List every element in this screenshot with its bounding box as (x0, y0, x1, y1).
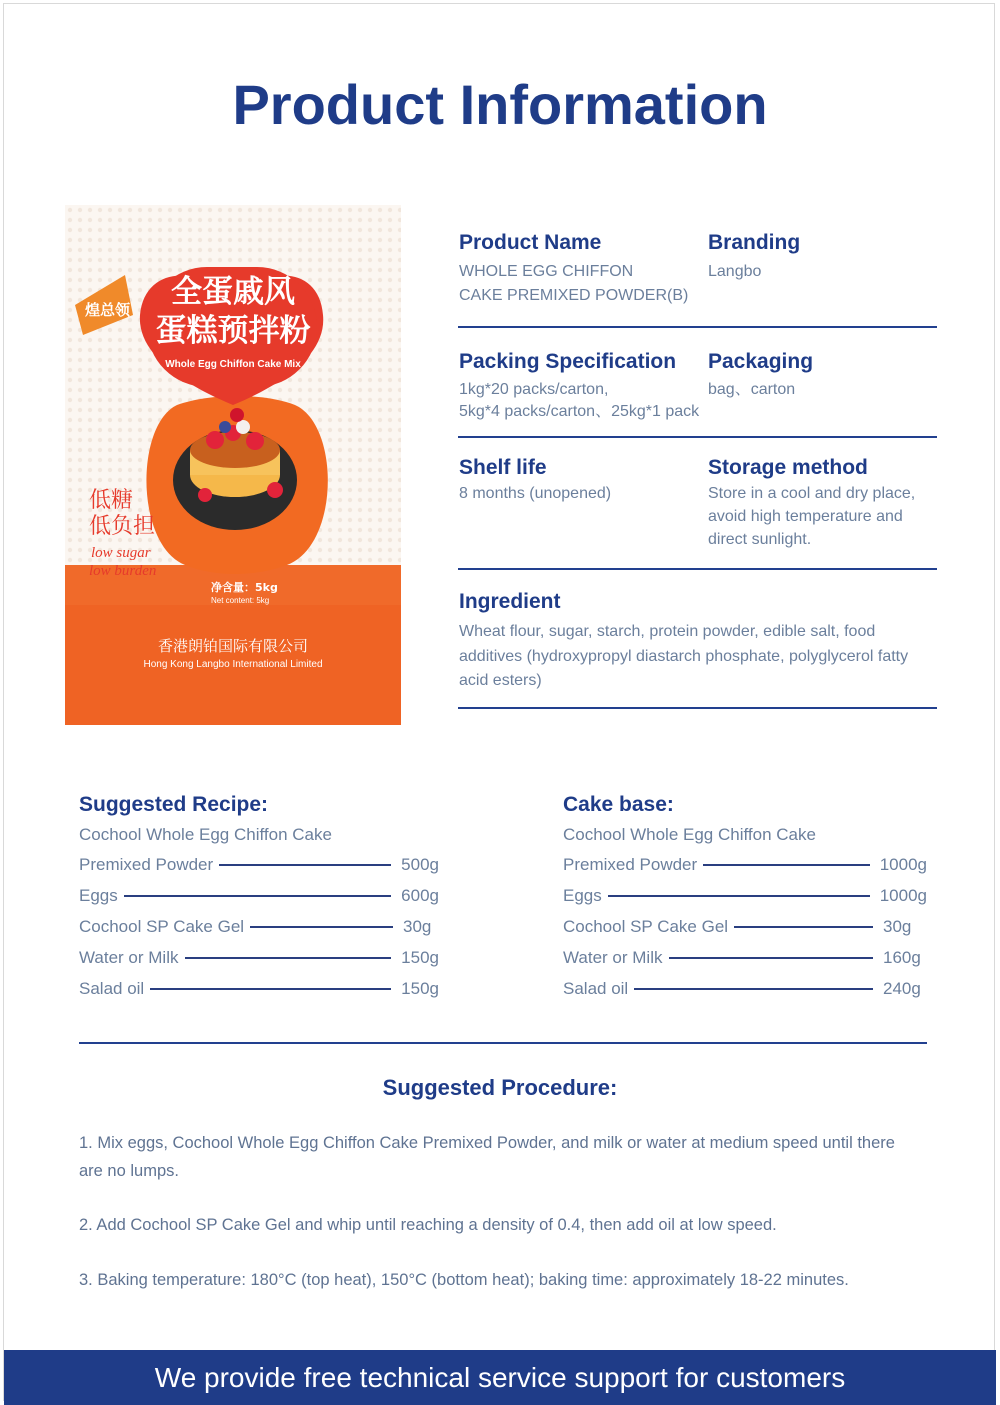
recipe-row (79, 946, 439, 970)
storage-line2: avoid high temperature and (708, 508, 903, 525)
bag-net-cn: 净含量：5kg (211, 581, 278, 594)
product-bag-graphic (65, 205, 401, 725)
recipe-amount: 500g (401, 855, 439, 874)
cake-base-amount: 160g (883, 948, 921, 967)
branding-label: Branding (708, 231, 801, 254)
cake-base-ingredient: Cochool SP Cake Gel (563, 917, 729, 936)
storage-line1: Store in a cool and dry place, (708, 485, 916, 502)
bag-claim-en-2: low burden (89, 563, 157, 579)
cake-base-row (563, 915, 927, 939)
bag-title-2: 蛋糕预拌粉 (155, 313, 311, 349)
leader-line (703, 864, 870, 866)
recipe-ingredient: Water or Milk (79, 948, 179, 967)
leader-line (124, 895, 391, 897)
leader-line (634, 988, 873, 990)
bag-company-en: Hong Kong Langbo International Limited (143, 659, 323, 670)
bag-company-cn: 香港朗铂国际有限公司 (157, 637, 309, 655)
product-name-line2: CAKE PREMIXED POWDER(B) (459, 287, 689, 304)
procedure-step-3: 3. Baking temperature: 180°C (top heat), 150°C (bottom heat); baking time: approximately 18-22 minutes. (79, 1271, 849, 1289)
recipe-subtitle: Cochool Whole Egg Chiffon Cake (79, 825, 332, 844)
cake-base-ingredient: Premixed Powder (563, 855, 698, 874)
cake-base-amount: 1000g (879, 886, 927, 905)
cake-base-amount: 240g (883, 979, 921, 998)
footer-text: We provide free technical service support for customers (154, 1362, 846, 1393)
bag-claim-en-1: low sugar (91, 545, 151, 561)
cake-base-row (563, 977, 927, 1001)
divider (458, 436, 937, 438)
cake-base-amount: 1000g (879, 855, 927, 874)
packing-line1: 1kg*20 packs/carton, (459, 381, 609, 398)
product-name-label: Product Name (459, 231, 602, 254)
packing-line2: 5kg*4 packs/carton、25kg*1 pack (459, 403, 700, 420)
recipe-ingredient: Premixed Powder (79, 855, 214, 874)
storage-line3: direct sunlight. (708, 531, 812, 548)
leader-line (250, 926, 393, 928)
bag-net-en: Net content: 5kg (211, 596, 270, 605)
footer-banner (4, 1350, 996, 1405)
shelf-life-value: 8 months (unopened) (459, 485, 612, 502)
packaging-value: bag、carton (708, 381, 796, 398)
recipe-amount: 30g (403, 917, 432, 936)
bag-claim-cn-2: 低负担 (89, 514, 156, 539)
recipe-amount: 150g (401, 948, 439, 967)
bag-brand: 煌总领 (85, 301, 131, 319)
bag-title-1: 全蛋戚风 (171, 274, 295, 310)
cake-base-title: Cake base: (563, 793, 674, 816)
procedure-step-2: 2. Add Cochool SP Cake Gel and whip until reaching a density of 0.4, then add oil at low speed. (79, 1216, 777, 1234)
leader-line (185, 957, 392, 959)
cake-base-ingredient: Salad oil (563, 979, 629, 998)
procedure-title: Suggested Procedure: (382, 1075, 618, 1100)
recipe-ingredient: Salad oil (79, 979, 145, 998)
cake-base-subtitle: Cochool Whole Egg Chiffon Cake (563, 825, 816, 844)
divider (458, 326, 937, 328)
product-name-line1: WHOLE EGG CHIFFON (459, 263, 634, 280)
procedure-step-1-line1: 1. Mix eggs, Cochool Whole Egg Chiffon Cake Premixed Powder, and milk or water at medium speed until there (79, 1134, 895, 1152)
ingredient-label: Ingredient (459, 590, 561, 613)
cake-base-row (563, 946, 927, 970)
bag-claim-cn-1: 低糖 (89, 488, 134, 513)
recipe-title: Suggested Recipe: (79, 793, 269, 816)
cake-base-amount: 30g (883, 917, 912, 936)
recipe-row (79, 884, 439, 908)
leader-line (608, 895, 870, 897)
divider (458, 707, 937, 709)
branding-value: Langbo (708, 263, 762, 280)
product-bag-image (65, 205, 401, 725)
cake-base-row (563, 884, 927, 908)
leader-line (150, 988, 391, 990)
recipe-ingredient: Eggs (79, 886, 118, 905)
divider (458, 568, 937, 570)
recipe-row (79, 853, 439, 877)
packing-label: Packing Specification (459, 350, 677, 373)
cake-base-row (563, 853, 927, 877)
recipe-amount: 600g (401, 886, 439, 905)
shelf-life-label: Shelf life (459, 456, 547, 479)
cake-base-ingredient: Water or Milk (563, 948, 663, 967)
recipe-amount: 150g (401, 979, 439, 998)
leader-line (219, 864, 391, 866)
page-title: Product Information (232, 73, 768, 136)
bag-subtitle: Whole Egg Chiffon Cake Mix (165, 359, 301, 370)
recipe-ingredient: Cochool SP Cake Gel (79, 917, 245, 936)
divider (79, 1042, 927, 1044)
procedure-step-1-line2: are no lumps. (79, 1162, 179, 1180)
storage-label: Storage method (708, 456, 868, 479)
leader-line (734, 926, 873, 928)
ingredient-line2: additives (hydroxypropyl diastarch phosphate, polyglycerol fatty (459, 648, 909, 665)
ingredient-line3: acid esters) (459, 672, 542, 689)
ingredient-line1: Wheat flour, sugar, starch, protein powder, edible salt, food (459, 623, 876, 640)
recipe-row (79, 915, 439, 939)
recipe-row (79, 977, 439, 1001)
packaging-label: Packaging (708, 350, 814, 373)
leader-line (669, 957, 874, 959)
cake-base-ingredient: Eggs (563, 886, 602, 905)
